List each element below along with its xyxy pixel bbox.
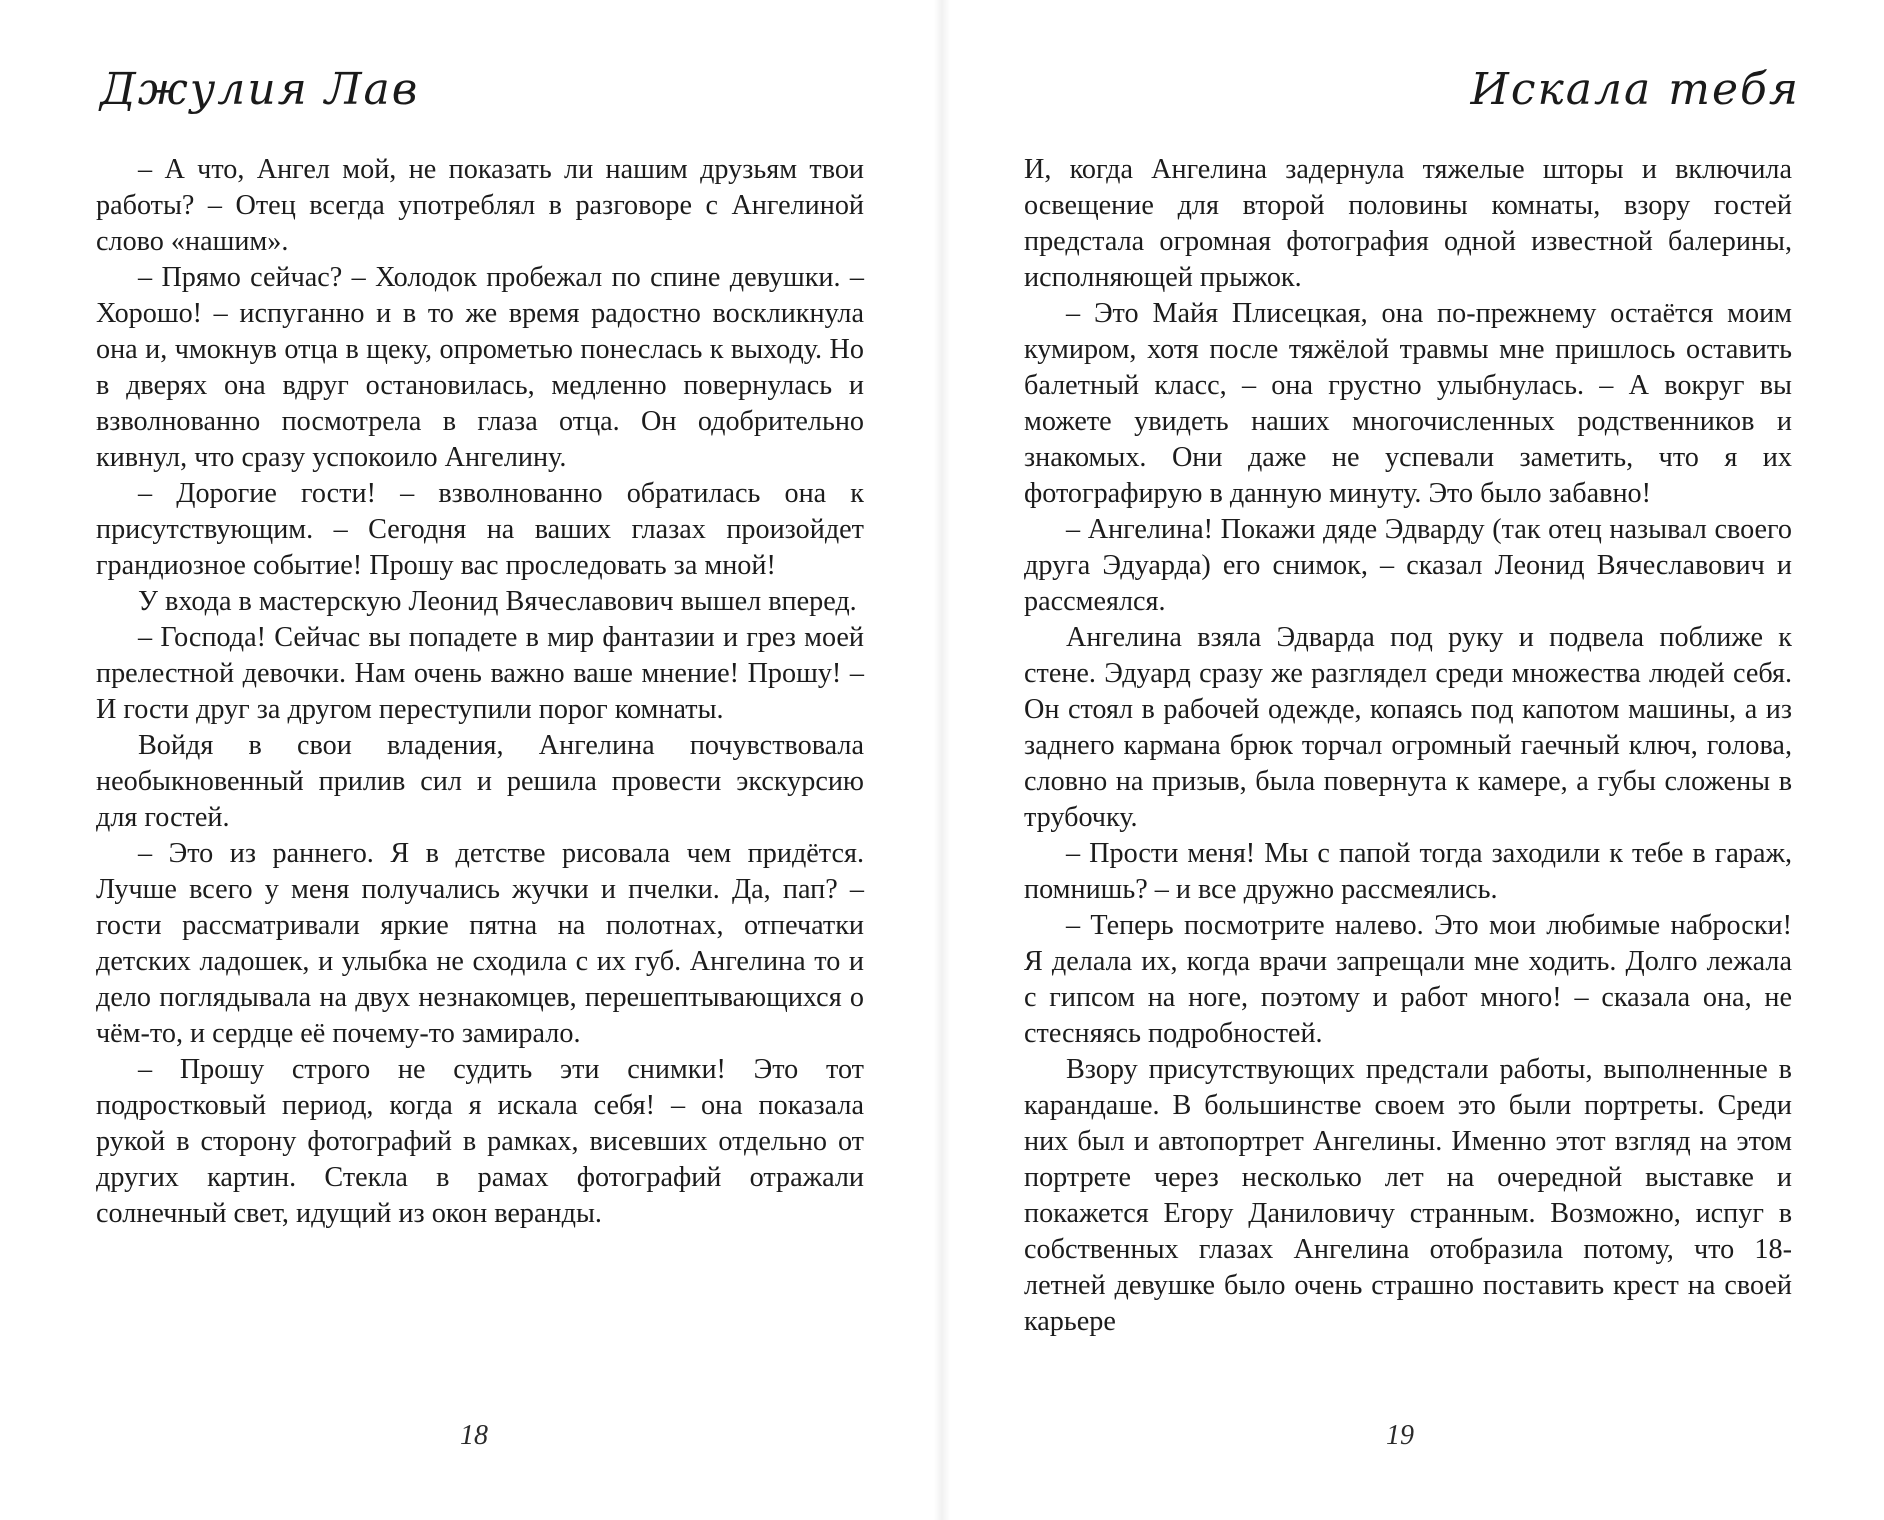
page-number: 18: [460, 1420, 488, 1451]
page-text: [1024, 152, 1792, 1340]
paragraph: – Теперь посмотрите налево. Это мои любимые наброски! Я делала их, когда врачи запрещали мне ходить. Долго лежала с гипсом на ноге, поэтому и работ много! – сказала она, не стесняясь подробностей.: [1024, 910, 1792, 1049]
paragraph: И, когда Ангелина задернула тяжелые шторы и включила освещение для второй половины комнаты, взору гостей предстала огромная фотография одной известной балерины, исполняющей прыжок.: [1024, 154, 1792, 293]
page-text: [96, 152, 864, 1232]
paragraph: Ангелина взяла Эдварда под руку и подвела поближе к стене. Эдуард сразу же разглядел среди множества людей себя. Он стоял в рабочей одежде, копаясь под капотом машины, а из заднего кармана брюк торчал огромный гаечный ключ, голова, словно на призыв, была повернута к камере, а губы сложены в трубочку.: [1024, 622, 1792, 833]
paragraph: – Господа! Сейчас вы попадете в мир фантазии и грез моей прелестной девочки. Нам очень важно ваше мнение! Прошу! – И гости друг за другом переступили порог комнаты.: [96, 622, 864, 725]
paragraph: – Это Майя Плисецкая, она по-прежнему остаётся моим кумиром, хотя после тяжёлой травмы мне пришлось оставить балетный класс, – она грустно улыбнулась. – А вокруг вы можете увидеть наших многочисленных родственников и знакомых. Они даже не успевали заметить, что я их фотографирую в данную минуту. Это было забавно!: [1024, 298, 1792, 509]
paragraph: – Дорогие гости! – взволнованно обратилась она к присутствующим. – Сегодня на ваших глазах произойдет грандиозное событие! Прошу вас проследовать за мной!: [96, 478, 864, 581]
paragraph: – Прошу строго не судить эти снимки! Это тот подростковый период, когда я искала себя! – она показала рукой в сторону фотографий в рамках, висевших отдельно от других картин. Стекла в рамах фотографий отражали солнечный свет, идущий из окон веранды.: [96, 1054, 864, 1229]
paragraph: – Прямо сейчас? – Холодок пробежал по спине девушки. – Хорошо! – испуганно и в то же время радостно воскликнула она и, чмокнув отца в щеку, опрометью понеслась к выходу. Но в дверях она вдруг остановилась, медленно повернулась и взволнованно посмотрела в глаза отца. Он одобрительно кивнул, что сразу успокоило Ангелину.: [96, 262, 864, 473]
paragraph: – А что, Ангел мой, не показать ли нашим друзьям твои работы? – Отец всегда употреблял в разговоре с Ангелиной слово «нашим».: [96, 154, 864, 257]
paragraph: Войдя в свои владения, Ангелина почувствовала необыкновенный прилив сил и решила провести экскурсию для гостей.: [96, 730, 864, 833]
paragraph: – Прости меня! Мы с папой тогда заходили к тебе в гараж, помнишь? – и все дружно рассмеялись.: [1024, 838, 1792, 905]
right-page: [942, 0, 1884, 1520]
paragraph: У входа в мастерскую Леонид Вячеславович вышел вперед.: [138, 586, 857, 617]
page-number: 19: [1386, 1420, 1414, 1451]
running-head-title: Искала тебя: [1470, 64, 1800, 115]
paragraph: – Ангелина! Покажи дяде Эдварду (так отец называл своего друга Эдуарда) его снимок, – сказал Леонид Вячеславович и рассмеялся.: [1024, 514, 1792, 617]
paragraph: Взору присутствующих предстали работы, выполненные в карандаше. В большинстве своем это были портреты. Среди них был и автопортрет Ангелины. Именно этот взгляд на этом портрете через несколько лет на очередной выставке и покажется Егору Даниловичу странным. Возможно, испуг в собственных глазах Ангелина отобразила потому, что 18-летней девушке было очень страшно поставить крест на своей карьере: [1024, 1054, 1792, 1337]
paragraph: – Это из раннего. Я в детстве рисовала чем придётся. Лучше всего у меня получались жучки и пчелки. Да, пап? – гости рассматривали яркие пятна на полотнах, отпечатки детских ладошек, и улыбка не сходила с их губ. Ангелина то и дело поглядывала на двух незнакомцев, перешептывающихся о чём-то, и сердце её почему-то замирало.: [96, 838, 864, 1049]
running-head-author: Джулия Лав: [100, 64, 420, 115]
